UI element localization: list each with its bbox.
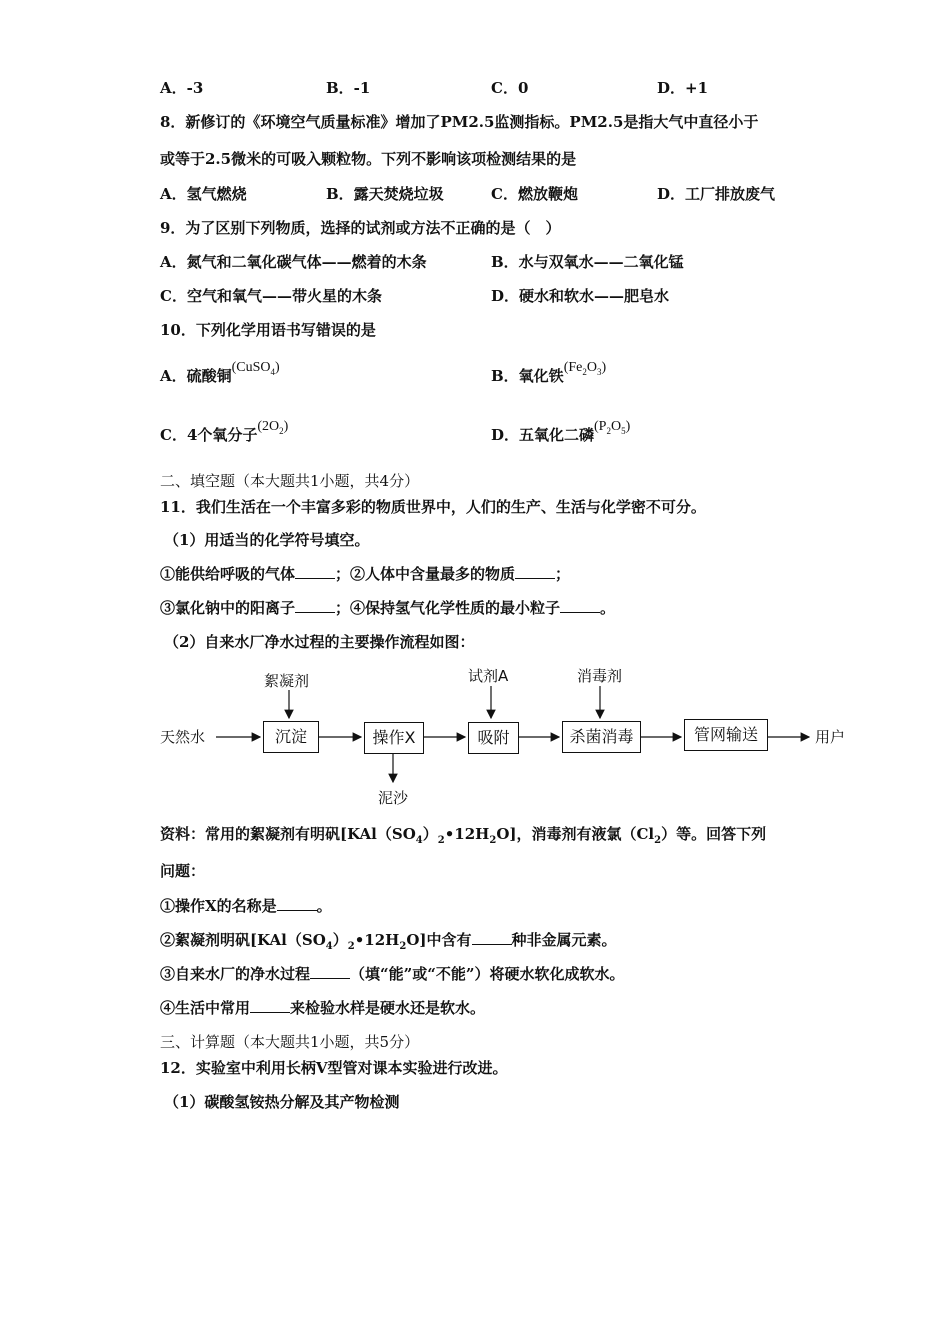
flow-input-reagent-a: 试剂A xyxy=(468,667,509,685)
q10-option-c: C．4个氧分子$(2O_2)$ xyxy=(160,419,289,444)
flow-step-pipeline: 管网输送 xyxy=(684,719,768,751)
formula-fe2o3: $(Fe_2O_3)$ xyxy=(563,360,607,377)
answer-blank[interactable] xyxy=(277,896,317,911)
q11-part1-line-b: ③氯化钠中的阳离子 ；④保持氢气化学性质的最小粒子 。 xyxy=(160,599,616,617)
q10-option-d: D．五氧化二磷$(P_2O_5)$ xyxy=(491,419,631,444)
flow-input-flocculant: 絮凝剂 xyxy=(264,672,310,690)
q11-part1-line-a: ①能供给呼吸的气体 ；②人体中含量最多的物质 ； xyxy=(160,565,571,583)
q10-stem: 10．下列化学用语书写错误的是 xyxy=(160,321,376,339)
option-d: D．+1 xyxy=(657,79,709,97)
q10-option-a: A．硫酸铜(CuSO$_4$) xyxy=(160,360,280,385)
section-title-calc: 三、计算题（本大题共1小题，共5分） xyxy=(160,1033,420,1051)
flow-step-operation-x: 操作X xyxy=(364,722,424,754)
flow-input-disinfectant: 消毒剂 xyxy=(577,667,623,685)
answer-blank[interactable] xyxy=(560,598,600,613)
flow-step-sedimentation: 沉淀 xyxy=(263,721,319,753)
option-a: A．-3 xyxy=(160,79,204,97)
q9-option-a: A．氮气和二氧化碳气体——燃着的木条 xyxy=(160,253,427,271)
q11-sub-4: ④生活中常用 来检验水样是硬水还是软水。 xyxy=(160,999,486,1017)
formula-2o2: $(2O_2)$ xyxy=(257,419,289,436)
answer-blank[interactable] xyxy=(250,998,290,1013)
q11-sub-1: ①操作X的名称是 。 xyxy=(160,897,332,915)
formula-cuso4: (CuSO$_4$) xyxy=(231,360,280,377)
q10-option-b: B．氧化铁$(Fe_2O_3)$ xyxy=(491,360,607,385)
option-b: B．-1 xyxy=(326,79,371,97)
reference-note-line2: 问题： xyxy=(160,862,206,880)
q8-option-b: B．露天焚烧垃圾 xyxy=(326,185,444,203)
q9-option-b: B．水与双氧水——二氧化锰 xyxy=(491,253,684,271)
flow-end-label: 用户 xyxy=(815,728,846,746)
q8-option-c: C．燃放鞭炮 xyxy=(491,185,578,203)
q8-option-d: D．工厂排放废气 xyxy=(657,185,776,203)
q12-part1: （1）碳酸氢铵热分解及其产物检测 xyxy=(164,1093,400,1111)
answer-blank[interactable] xyxy=(310,964,350,979)
q11-part2: （2）自来水厂净水过程的主要操作流程如图： xyxy=(164,633,475,651)
answer-blank[interactable] xyxy=(515,564,555,579)
formula-p2o5: $(P_2O_5)$ xyxy=(594,419,631,436)
answer-blank[interactable] xyxy=(295,598,335,613)
q8-stem-line1: 8．新修订的《环境空气质量标准》增加了PM2.5监测指标。PM2.5是指大气中直径小于 xyxy=(160,113,759,131)
flow-step-disinfection: 杀菌消毒 xyxy=(562,721,641,753)
section-title-fill: 二、填空题（本大题共1小题，共4分） xyxy=(160,472,420,490)
answer-blank[interactable] xyxy=(295,564,335,579)
flow-step-adsorption: 吸附 xyxy=(468,722,519,754)
q8-option-a: A．氢气燃烧 xyxy=(160,185,247,203)
q8-stem-line2: 或等于2.5微米的可吸入颗粒物。下列不影响该项检测结果的是 xyxy=(160,150,577,168)
answer-blank[interactable] xyxy=(472,930,512,945)
flow-output-sediment: 泥沙 xyxy=(378,789,409,807)
flow-start-label: 天然水 xyxy=(160,728,206,746)
q11-sub-3: ③自来水厂的净水过程 （填“能”或“不能”）将硬水软化成软水。 xyxy=(160,965,625,983)
q9-stem: 9．为了区别下列物质，选择的试剂或方法不正确的是（ ） xyxy=(160,219,561,237)
q9-option-c: C．空气和氧气——带火星的木条 xyxy=(160,287,382,305)
option-c: C．0 xyxy=(491,79,529,97)
q11-sub-2: ②絮凝剂明矾$[KAl(SO_4)_2•12H_2O]$中含有 种非金属元素。 xyxy=(160,931,617,952)
q12-stem: 12．实验室中利用长柄V型管对课本实验进行改进。 xyxy=(160,1059,508,1077)
q9-option-d: D．硬水和软水——肥皂水 xyxy=(491,287,670,305)
reference-note-line1: 资料：常用的絮凝剂有明矾$[KAl(SO_4)_2•12H_2O]$，消毒剂有液氯$(Cl_2)$等。回答下列 xyxy=(160,825,767,846)
q11-part1: （1）用适当的化学符号填空。 xyxy=(164,531,370,549)
q11-stem: 11．我们生活在一个丰富多彩的物质世界中，人们的生产、生活与化学密不可分。 xyxy=(160,498,706,516)
